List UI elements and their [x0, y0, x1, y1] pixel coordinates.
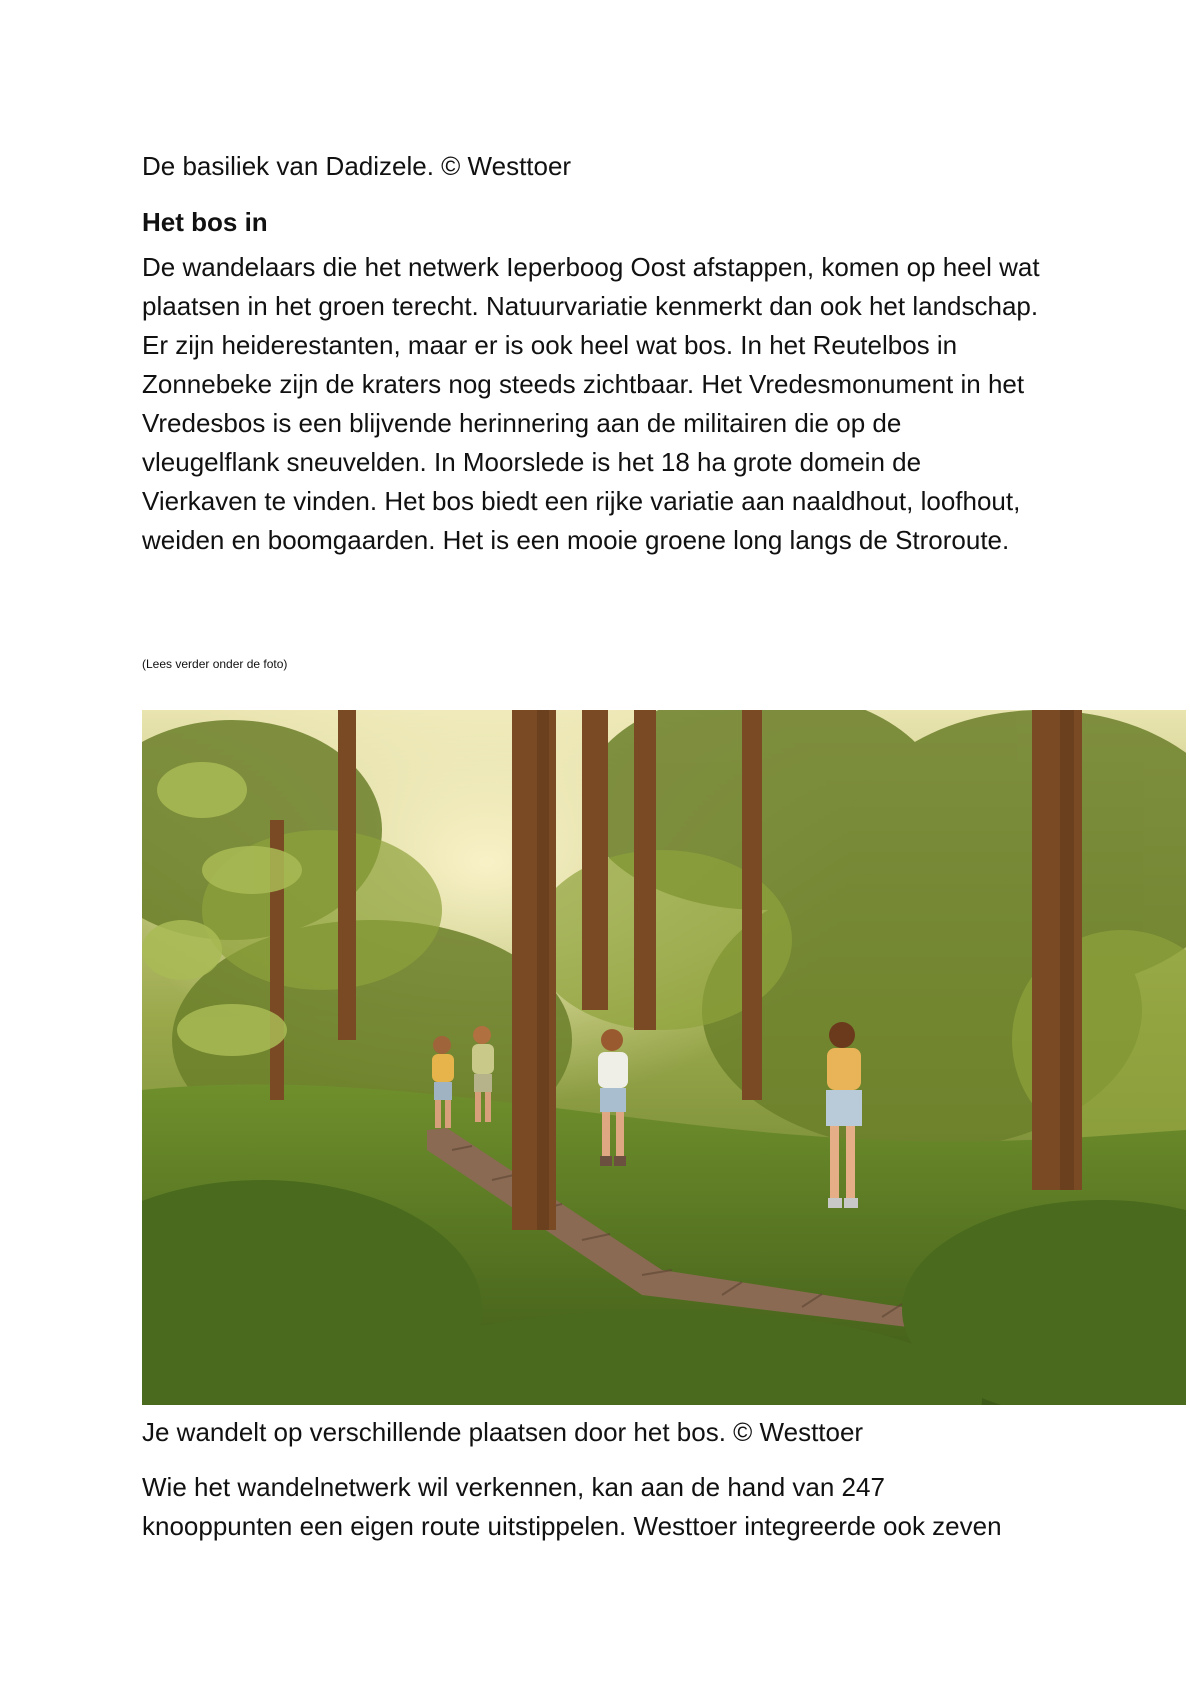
forest-photo-illustration: [142, 710, 1186, 1405]
read-on-note: (Lees verder onder de foto): [142, 657, 288, 671]
paragraph-forest: De wandelaars die het netwerk Ieperboog Oost afstappen, komen op heel wat plaatsen in het groen terecht. Natuurvariatie kenmerkt dan ook het landschap. Er zijn heiderestanten, maar er is ook heel wat bos. In het Reutelbos in Zonnebeke zijn de kraters nog steeds zichtbaar. Het Vredesmonument in het Vredesbos is een blijvende herinnering aan de militairen die op de vleugelflank sneuvelden. In Moorslede is het 18 ha grote domein de Vierkaven te vinden. Het bos biedt een rijke variatie aan naaldhout, loofhout, weiden en boomgaarden. Het is een mooie groene long langs de Stroroute.: [142, 252, 1040, 555]
forest-walkers-photo: [142, 710, 1186, 1405]
section-heading: Het bos in: [142, 207, 268, 237]
paragraph-network: Wie het wandelnetwerk wil verkennen, kan aan de hand van 247 knooppunten een eigen route uitstippelen. Westtoer integreerde ook zeven: [142, 1472, 1002, 1541]
forest-photo-caption: Je wandelt op verschillende plaatsen door het bos. © Westtoer: [142, 1417, 864, 1447]
basilica-photo-caption: De basiliek van Dadizele. © Westtoer: [142, 151, 572, 181]
